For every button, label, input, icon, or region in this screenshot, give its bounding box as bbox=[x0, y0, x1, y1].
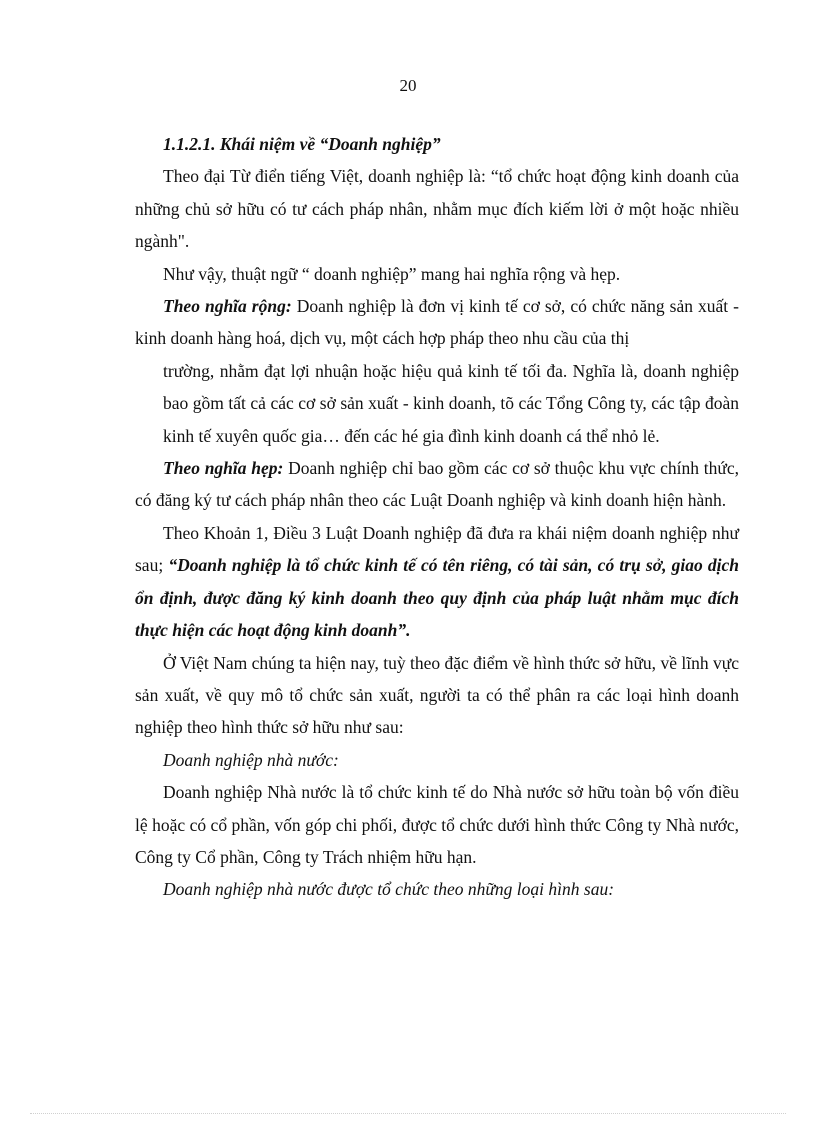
narrow-meaning-text: Doanh nghiệp chỉ bao gồm các cơ sở thuộc khu vực chính thức, có đăng ký tư cách pháp nhân theo các Luật Doanh nghiệp và kinh doanh hiện hành. bbox=[135, 458, 739, 511]
legal-definition-quote: “Doanh nghiệp là tổ chức kinh tế có tên riêng, có tài sản, có trụ sở, giao dịch ổn định, được đăng ký kinh doanh theo quy định của pháp luật nhằm mục đích thực hiện các hoạt động kinh doanh”. bbox=[135, 555, 739, 641]
paragraph-ownership-types: Ở Việt Nam chúng ta hiện nay, tuỳ theo đặc điểm về hình thức sở hữu, về lĩnh vực sản xuất, về quy mô tổ chức sản xuất, người ta có thể phân ra các loại hình doanh nghiệp theo hình thức sở hữu như sau: bbox=[135, 652, 739, 738]
footer-divider bbox=[30, 1113, 786, 1114]
subheading-state-enterprise: Doanh nghiệp nhà nước: bbox=[163, 749, 339, 770]
broad-meaning-label: Theo nghĩa rộng: bbox=[163, 296, 292, 317]
document-body bbox=[135, 128, 739, 906]
paragraph-state-enterprise: Doanh nghiệp Nhà nước là tổ chức kinh tế do Nhà nước sở hữu toàn bộ vốn điều lệ hoặc có cổ phần, vốn góp chi phối, được tổ chức dưới hình thức Công ty Nhà nước, Công ty Cổ phần, Công ty Trách nhiệm hữu hạn. bbox=[135, 782, 739, 867]
broad-meaning-text-start: Doanh nghiệp là đơn vị kinh tế cơ sở, có chức năng sản xuất - kinh doanh hàng hoá, dịch vụ, một cách hợp pháp theo nhu cầu của thị bbox=[135, 296, 739, 349]
paragraph-state-enterprise-types: Doanh nghiệp nhà nước được tổ chức theo những loại hình sau: bbox=[163, 879, 615, 900]
legal-definition-intro: Theo Khoản 1, Điều 3 Luật Doanh nghiệp đã đưa ra khái niệm doanh nghiệp như sau; bbox=[135, 522, 739, 576]
paragraph-narrow-meaning bbox=[135, 452, 739, 517]
paragraph-two-meanings: Như vậy, thuật ngữ “ doanh nghiệp” mang hai nghĩa rộng và hẹp. bbox=[163, 263, 621, 284]
page-number: 20 bbox=[399, 76, 417, 95]
narrow-meaning-label: Theo nghĩa hẹp: bbox=[163, 458, 284, 479]
paragraph-legal-definition bbox=[135, 517, 739, 647]
paragraph-definition-dictionary: Theo đại Từ điển tiếng Việt, doanh nghiệp là: “tổ chức hoạt động kinh doanh của những chủ sở hữu có tư cách pháp nhân, nhằm mục đích kiếm lời ở một hoặc nhiều ngành". bbox=[135, 166, 739, 252]
paragraph-broad-meaning bbox=[135, 290, 739, 355]
section-heading: 1.1.2.1. Khái niệm về “Doanh nghiệp” bbox=[163, 134, 441, 154]
paragraph-broad-meaning-continued: trường, nhằm đạt lợi nhuận hoặc hiệu quả kinh tế tối đa. Nghĩa là, doanh nghiệp bao gồm tất cả các cơ sở sản xuất - kinh doanh, tõ các Tổng Công ty, các tập đoàn kinh tế xuyên quốc gia… đến các hé gia đình kinh doanh cá thể nhỏ lẻ. bbox=[163, 360, 739, 446]
